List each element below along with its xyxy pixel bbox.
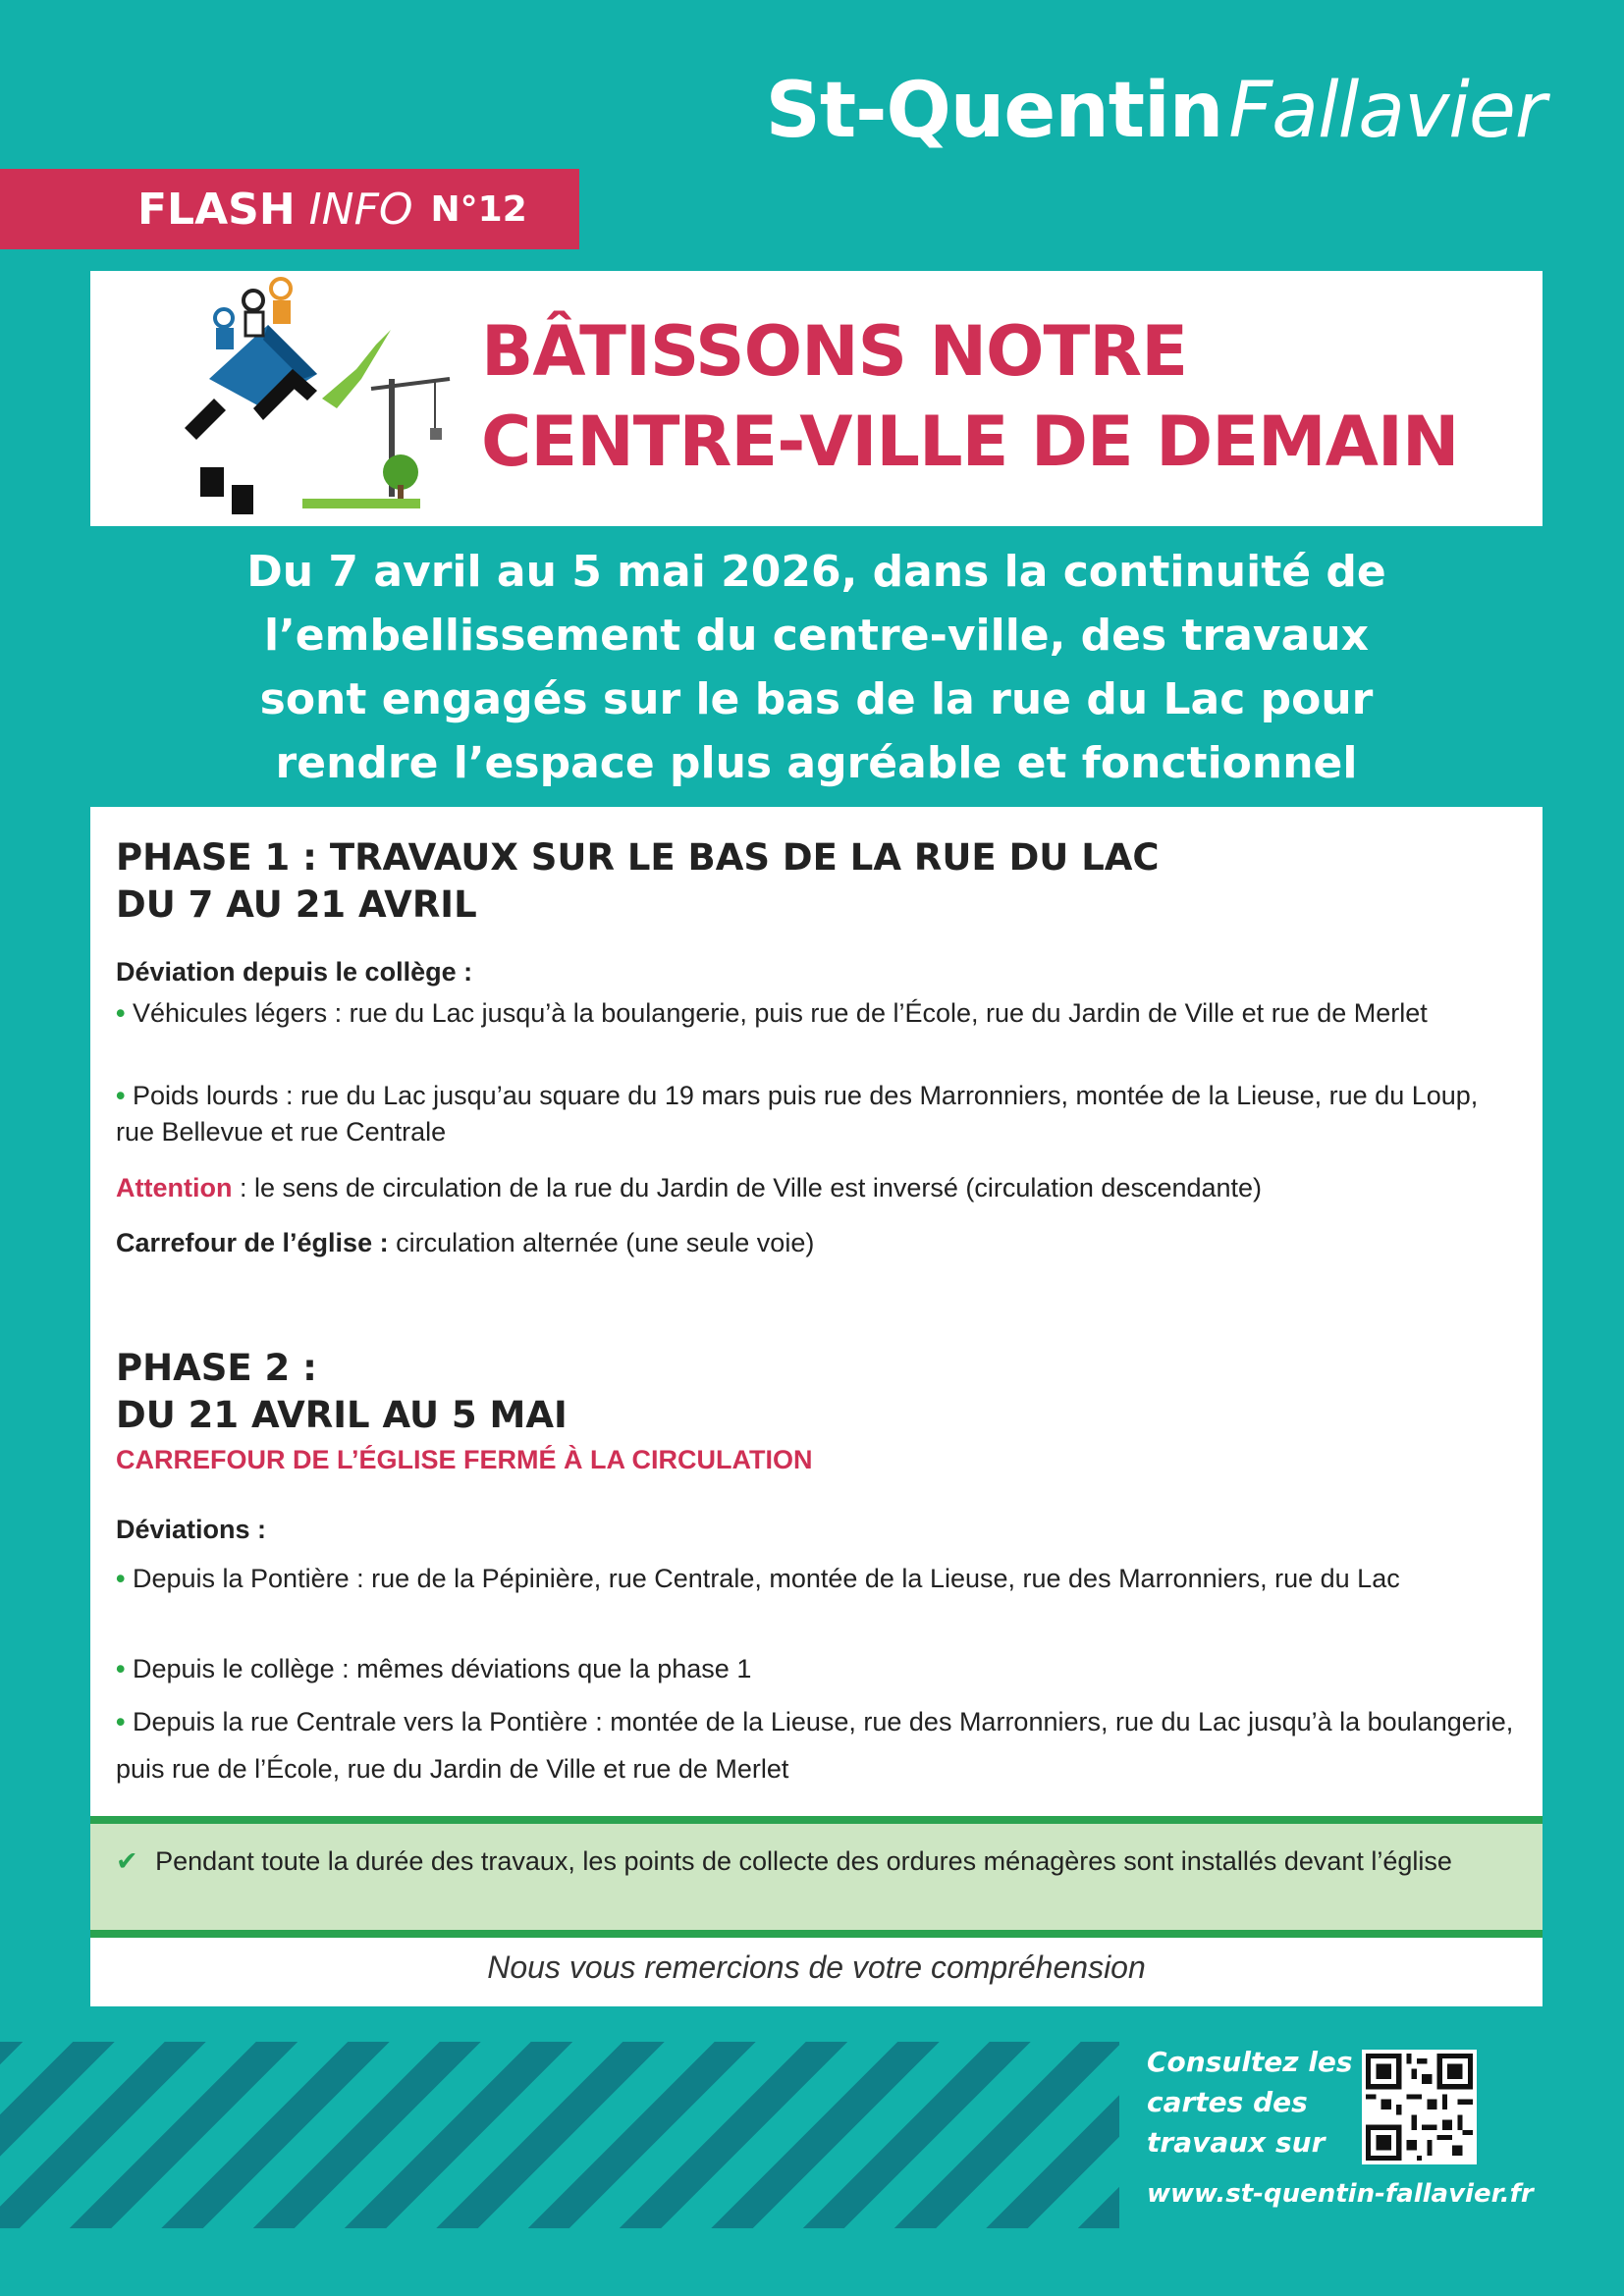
phase2-dates: DU 21 AVRIL AU 5 MAI [116,1394,568,1436]
qr-code-icon[interactable] [1362,2050,1477,2164]
bullet-dot-icon: • [116,1654,126,1683]
phase2-title: PHASE 2 : [116,1347,317,1389]
logo-part1: St-Quentin [765,67,1223,155]
phase1-bullet-1 [116,995,1520,1032]
bullet-text: Depuis la rue Centrale vers la Pontière : montée de la Lieuse, rue des Marronniers, rue du Lac jusqu’à la boulangerie, puis rue de l’École, rue du Jardin de Ville et rue de Merlet [116,1707,1514,1784]
flash-number: N°12 [430,188,527,230]
phase2-bullet-1 [116,1555,1520,1602]
phase1-bullet-2 [116,1078,1520,1150]
consult-text [1147,2042,1353,2163]
city-logo [766,67,1545,155]
lead-paragraph [90,540,1543,795]
title-line-1: BÂTISSONS NOTRE [481,311,1188,392]
construction-illustration-icon [155,271,528,526]
carrefour-text: circulation alternée (une seule voie) [388,1228,815,1257]
bullet-text: Poids lourds : rue du Lac jusqu’au square du 19 mars puis rue des Marronniers, montée de la Lieuse, rue du Loup, rue Bellevue et rue Centrale [116,1081,1479,1147]
phase1-title: PHASE 1 : TRAVAUX SUR LE BAS DE LA RUE DU LAC [116,836,1160,879]
bullet-dot-icon: • [116,1081,126,1110]
flash-label: FLASH [137,184,296,235]
phase2-bullet-3 [116,1698,1520,1792]
phase1-heading [116,834,1160,929]
bullet-text: Depuis le collège : mêmes déviations que la phase 1 [132,1654,752,1683]
bullet-dot-icon: • [116,1707,126,1736]
thanks-text: Nous vous remercions de votre compréhension [487,1949,1146,1985]
phase2-bullet-2 [116,1651,1520,1687]
bullet-dot-icon: • [116,998,126,1028]
flash-info: INFO [308,184,413,235]
lead-line-1: Du 7 avril au 5 mai 2026, dans la continuité de [246,547,1386,597]
carrefour-label: Carrefour de l’église : [116,1228,389,1257]
flash-info-banner [0,169,579,249]
notice-text: Pendant toute la durée des travaux, les points de collecte des ordures ménagères sont installés devant l’église [155,1846,1452,1876]
phase2-subtitle: CARREFOUR DE L’ÉGLISE FERMÉ À LA CIRCULATION [116,1445,813,1474]
phase1-attention [116,1170,1520,1206]
bullet-text: Véhicules légers : rue du Lac jusqu’à la boulangerie, puis rue de l’École, rue du Jardin de Ville et rue de Merlet [132,998,1428,1028]
decorative-stripes [0,2042,1119,2228]
lead-line-2: l’embellissement du centre-ville, des travaux [263,611,1370,661]
bullet-dot-icon: • [116,1564,126,1593]
lead-line-3: sont engagés sur le bas de la rue du Lac pour [259,674,1374,724]
website-link[interactable]: www.st-quentin-fallavier.fr [1147,2179,1534,2209]
consult-line-3: travaux sur [1147,2126,1326,2159]
phase1-dates: DU 7 AU 21 AVRIL [116,883,477,926]
bullet-text: Depuis la Pontière : rue de la Pépinière, rue Centrale, montée de la Lieuse, rue des Marronniers, rue du Lac [132,1564,1400,1593]
logo-part2: Fallavier [1228,67,1545,155]
attention-text: : le sens de circulation de la rue du Jardin de Ville est inversé (circulation descendante) [232,1173,1263,1202]
phase2-deviation-heading: Déviations : [116,1515,267,1544]
title-line-2: CENTRE-VILLE DE DEMAIN [481,401,1459,482]
checkmark-icon: ✔ [116,1846,138,1876]
title-box [90,271,1543,526]
lead-line-4: rendre l’espace plus agréable et fonctionnel [275,738,1358,788]
consult-line-1: Consultez les [1147,2046,1353,2078]
phase1-carrefour [116,1225,1520,1261]
page-title [481,306,1522,487]
notice-bar [90,1816,1543,1938]
phase1-deviation-heading: Déviation depuis le collège : [116,957,473,987]
notice-text-block [116,1843,1510,1879]
attention-label: Attention [116,1173,233,1202]
consult-line-2: cartes des [1147,2086,1308,2118]
phase2-heading [116,1345,568,1439]
